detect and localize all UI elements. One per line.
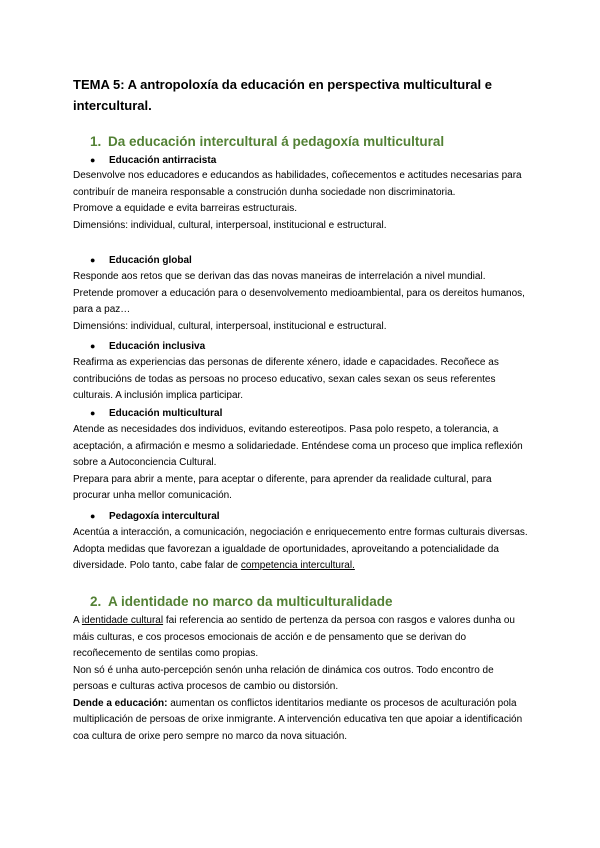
bullet-multicultural <box>90 405 222 422</box>
bullet-antirracista <box>90 152 216 169</box>
paragraph-intercultural <box>73 525 528 575</box>
section-1-number: 1. <box>90 134 102 149</box>
paragraph-inclusiva <box>73 355 528 405</box>
bullet-label: Educación global <box>109 255 192 266</box>
identidade-cultural-term: identidade cultural <box>81 615 164 626</box>
bullet-dot-icon: ● <box>90 341 96 351</box>
paragraph-line: Dimensións: individual, cultural, interpersoal, institucional e estructural. <box>73 320 387 332</box>
bullet-inclusiva <box>90 338 205 355</box>
paragraph-global <box>73 269 528 335</box>
bullet-dot-icon: ● <box>90 255 96 265</box>
bullet-global <box>90 252 192 269</box>
page-title: TEMA 5: A antropoloxía da educación en perspectiva multicultural e intercultural. <box>73 77 492 113</box>
paragraph-line: Atende as necesidades dos individuos, evitando estereotipos. Pasa polo respeto, a tolerancia, a aceptación, a afirmación e mesmo a solidariedade. Enténdese coma un proceso que implica reflexión sobre a Autoconciencia Cultural. <box>73 424 523 468</box>
section-1-heading-text: Da educación intercultural á pedagoxía multicultural <box>108 134 445 149</box>
paragraph-line: Dimensións: individual, cultural, interpersoal, institucional e estructural. <box>73 219 387 231</box>
bullet-dot-icon: ● <box>90 155 96 165</box>
paragraph-multicultural <box>73 422 528 505</box>
paragraph-text: Acentúa a interacción, a comunicación, negociación e enriquecemento entre formas culturais diversas. Adopta medidas que favorezan a igualdade de oportunidades, aproveitando a potencialidade da diversidade. Polo tanto, cabe falar de <box>73 527 528 571</box>
bullet-dot-icon: ● <box>90 408 96 418</box>
paragraph-prefix: A <box>73 615 80 626</box>
bullet-label: Educación multicultural <box>109 408 223 419</box>
paragraph-text: fai referencia ao sentido de pertenza da persoa con rasgos e valores dunha ou máis culturas, e cos procesos emocionais de acción e de pensamento que se derivan do recoñecemento de sentilas como propias. <box>73 615 515 659</box>
bullet-dot-icon: ● <box>90 511 96 521</box>
bullet-label: Educación inclusiva <box>109 341 206 352</box>
section-1-heading <box>90 133 444 151</box>
paragraph-line: Promove a equidade e evita barreiras estructurais. <box>73 203 298 214</box>
section-2-heading <box>90 593 393 611</box>
competencia-intercultural-term: competencia intercultural. <box>240 560 355 571</box>
paragraph-line: Prepara para abrir a mente, para aceptar o diferente, para aprender da realidade cultural, para procurar unha mellor comunicación. <box>73 473 492 501</box>
dende-educacion-label: Dende a educación: <box>73 697 168 709</box>
paragraph-line: Non só é unha auto-percepción senón unha relación de dinámica cos outros. Todo encontro de persoas e culturas activa procesos de cambio ou distorsión. <box>73 664 494 692</box>
paragraph-line: Responde aos retos que se derivan das das novas maneiras de interrelación a nivel mundial. <box>73 271 486 282</box>
section-2-heading-text: A identidade no marco da multiculturalidade <box>108 594 393 609</box>
paragraph-line: Reafirma as experiencias das personas de diferente xénero, idade e capacidades. Recoñece as contribucións de todas as persoas no proceso educativo, sexan cales sexan os seus referentes culturais. A inclusión implica participar. <box>73 357 499 401</box>
paragraph-line: Pretende promover a educación para o desenvolvemento medioambiental, para os dereitos humanos, para a paz… <box>73 287 525 315</box>
section-2-number: 2. <box>90 594 102 609</box>
paragraph-text: aumentan os conflictos identitarios mediante os procesos de aculturación pola multiplicación de persoas de orixe inmigrante. A intervención educativa ten que apoiar a identificación coa cultura de orixe pero sempre no marco da nova situación. <box>73 697 523 742</box>
paragraph-antirracista <box>73 168 528 234</box>
paragraph-line: Desenvolve nos educadores e educandos as habilidades, coñecementos e actitudes necesarias para contribuír de maneira responsable a construción dunha sociedade non discriminatoria. <box>73 170 522 198</box>
bullet-label: Pedagoxía intercultural <box>109 511 220 522</box>
bullet-label: Educación antirracista <box>109 155 217 166</box>
paragraph-identidade <box>73 613 528 745</box>
bullet-intercultural <box>90 508 220 525</box>
